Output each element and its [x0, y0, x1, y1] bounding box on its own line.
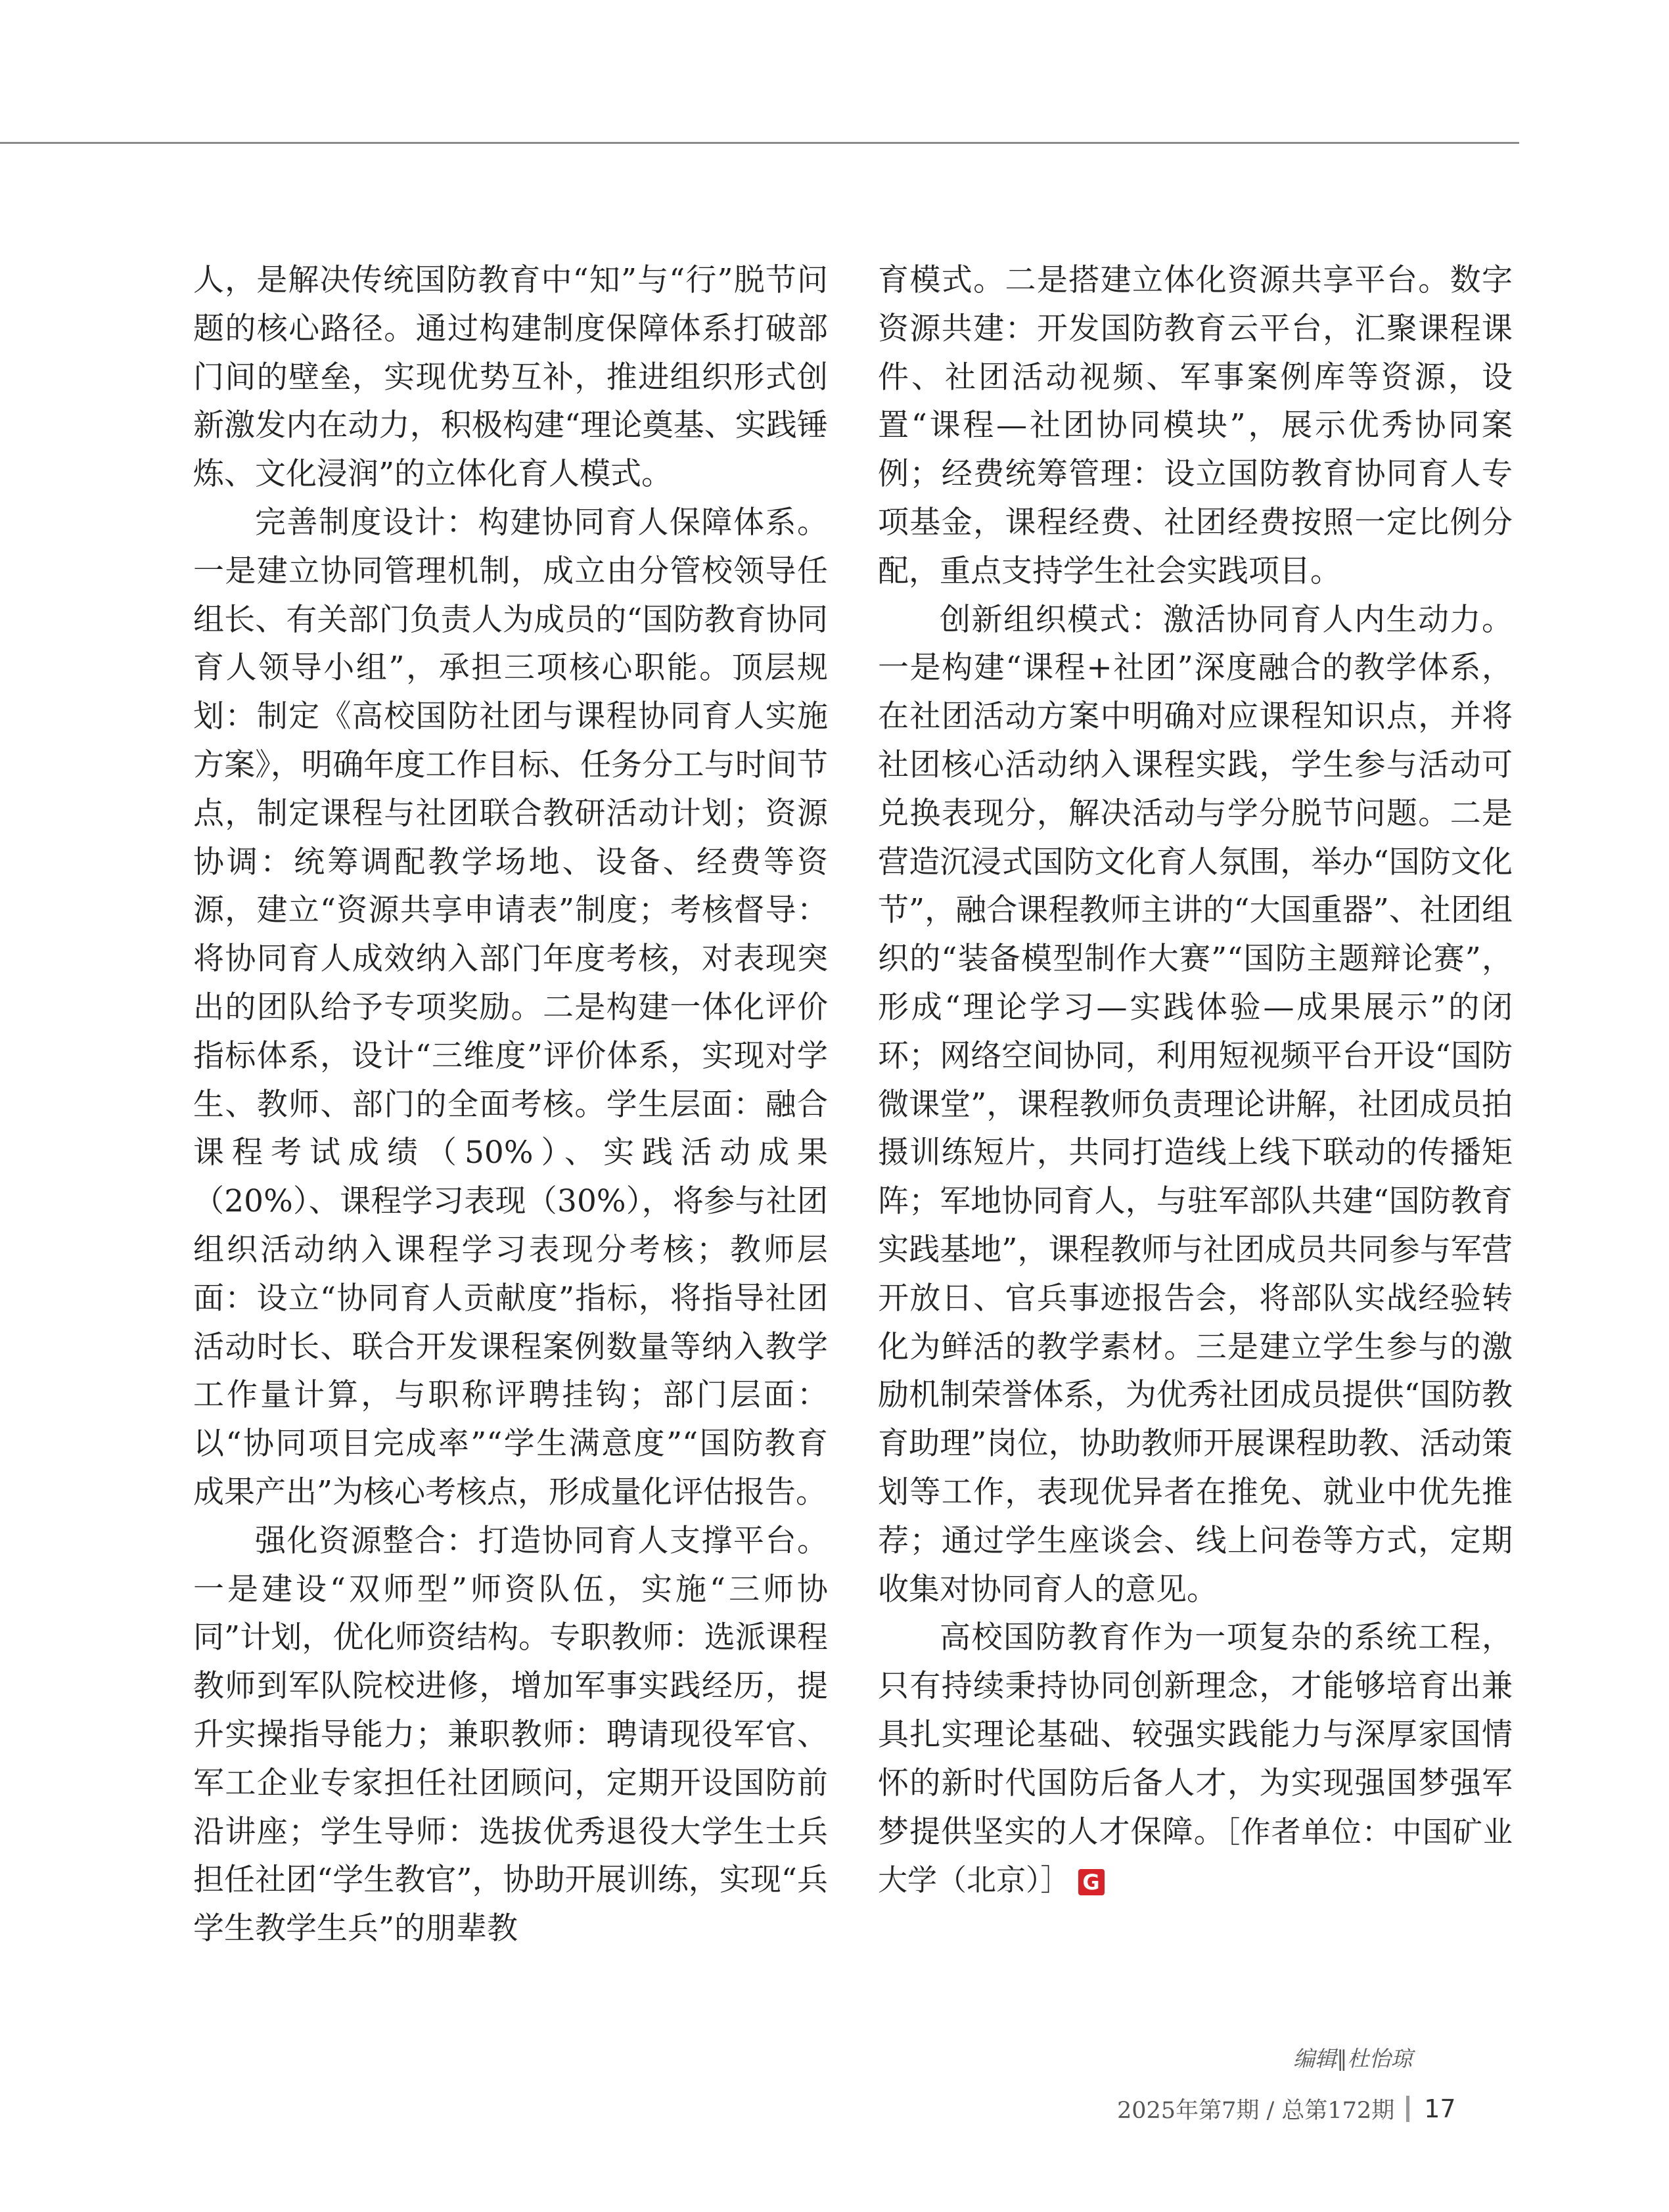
right-column: [878, 256, 1513, 1905]
paragraph-conclusion: [878, 1614, 1513, 1905]
left-column: [193, 256, 828, 1953]
page-number: 17: [1424, 2094, 1456, 2123]
editor-credit: 编辑∥杜怡琼: [1293, 2046, 1413, 2071]
footer-divider: [1406, 2096, 1409, 2122]
author-affiliation: ［作者单位：中国矿业大学（北京）］: [878, 1814, 1513, 1898]
page-footer: [1117, 2089, 1577, 2129]
paragraph-resource-continued: 育模式。二是搭建立体化资源共享平台。数字资源共建：开发国防教育云平台，汇聚课程课件、社团活动视频、军事案例库等资源，设置“课程—社团协同模块”，展示优秀协同案例；经费统筹管理：设立国防教育协同育人专项基金，课程经费、社团经费按照一定比例分配，重点支持学生社会实践项目。: [878, 262, 1513, 589]
paragraph-system-design: 完善制度设计：构建协同育人保障体系。一是建立协同管理机制，成立由分管校领导任组长、有关部门负责人为成员的“国防教育协同育人领导小组”，承担三项核心职能。顶层规划：制定《高校国防社团与课程协同育人实施方案》，明确年度工作目标、任务分工与时间节点，制定课程与社团联合教研活动计划；资源协调：统筹调配教学场地、设备、经费等资源，建立“资源共享申请表”制度；考核督导：将协同育人成效纳入部门年度考核，对表现突出的团队给予专项奖励。二是构建一体化评价指标体系，设计“三维度”评价体系，实现对学生、教师、部门的全面考核。学生层面：融合课程考试成绩（50%）、实践活动成果（20%）、课程学习表现（30%），将参与社团组织活动纳入课程学习表现分考核；教师层面：设立“协同育人贡献度”指标，将指导社团活动时长、联合开发课程案例数量等纳入教学工作量计算，与职称评聘挂钩；部门层面：以“协同项目完成率”“学生满意度”“国防教育成果产出”为核心考核点，形成量化评估报告。: [193, 504, 828, 1510]
paragraph-organization-mode: 创新组织模式：激活协同育人内生动力。一是构建“课程+社团”深度融合的教学体系，在社团活动方案中明确对应课程知识点，并将社团核心活动纳入课程实践，学生参与活动可兑换表现分，解决活动与学分脱节问题。二是营造沉浸式国防文化育人氛围，举办“国防文化节”，融合课程教师主讲的“大国重器”、社团组织的“装备模型制作大赛”“国防主题辩论赛”，形成“理论学习—实践体验—成果展示”的闭环；网络空间协同，利用短视频平台开设“国防微课堂”，课程教师负责理论讲解，社团成员拍摄训练短片，共同打造线上线下联动的传播矩阵；军地协同育人，与驻军部队共建“国防教育实践基地”，课程教师与社团成员共同参与军营开放日、官兵事迹报告会，将部队实战经验转化为鲜活的教学素材。三是建立学生参与的激励机制荣誉体系，为优秀社团成员提供“国防教育助理”岗位，协助教师开展课程助教、活动策划等工作，表现优异者在推免、就业中优先推荐；通过学生座谈会、线上问卷等方式，定期收集对协同育人的意见。: [878, 601, 1513, 1608]
paragraph-continued: 人，是解决传统国防教育中“知”与“行”脱节问题的核心路径。通过构建制度保障体系打破部门间的壁垒，实现优势互补，推进组织形式创新激发内在动力，积极构建“理论奠基、实践锤炼、文化浸润”的立体化育人模式。: [193, 262, 828, 493]
paragraph-resource-integration: 强化资源整合：打造协同育人支撑平台。一是建设“双师型”师资队伍，实施“三师协同”计划，优化师资结构。专职教师：选派课程教师到军队院校进修，增加军事实践经历，提升实操指导能力；兼职教师：聘请现役军官、军工企业专家担任社团顾问，定期开设国防前沿讲座；学生导师：选拔优秀退役大学生士兵担任社团“学生教官”，协助开展训练，实现“兵学生教学生兵”的朋辈教: [193, 1522, 828, 1947]
conclusion-text: 高校国防教育作为一项复杂的系统工程，只有持续秉持协同创新理念，才能够培育出兼具扎实理论基础、较强实践能力与深厚家国情怀的新时代国防后备人才，为实现强国梦强军梦提供坚实的人才保障。: [878, 1619, 1513, 1850]
issue-info: 2025年第7期 / 总第172期: [1117, 2098, 1395, 2124]
header-rule: [0, 142, 1519, 144]
end-mark-logo-icon: G: [1078, 1869, 1105, 1895]
